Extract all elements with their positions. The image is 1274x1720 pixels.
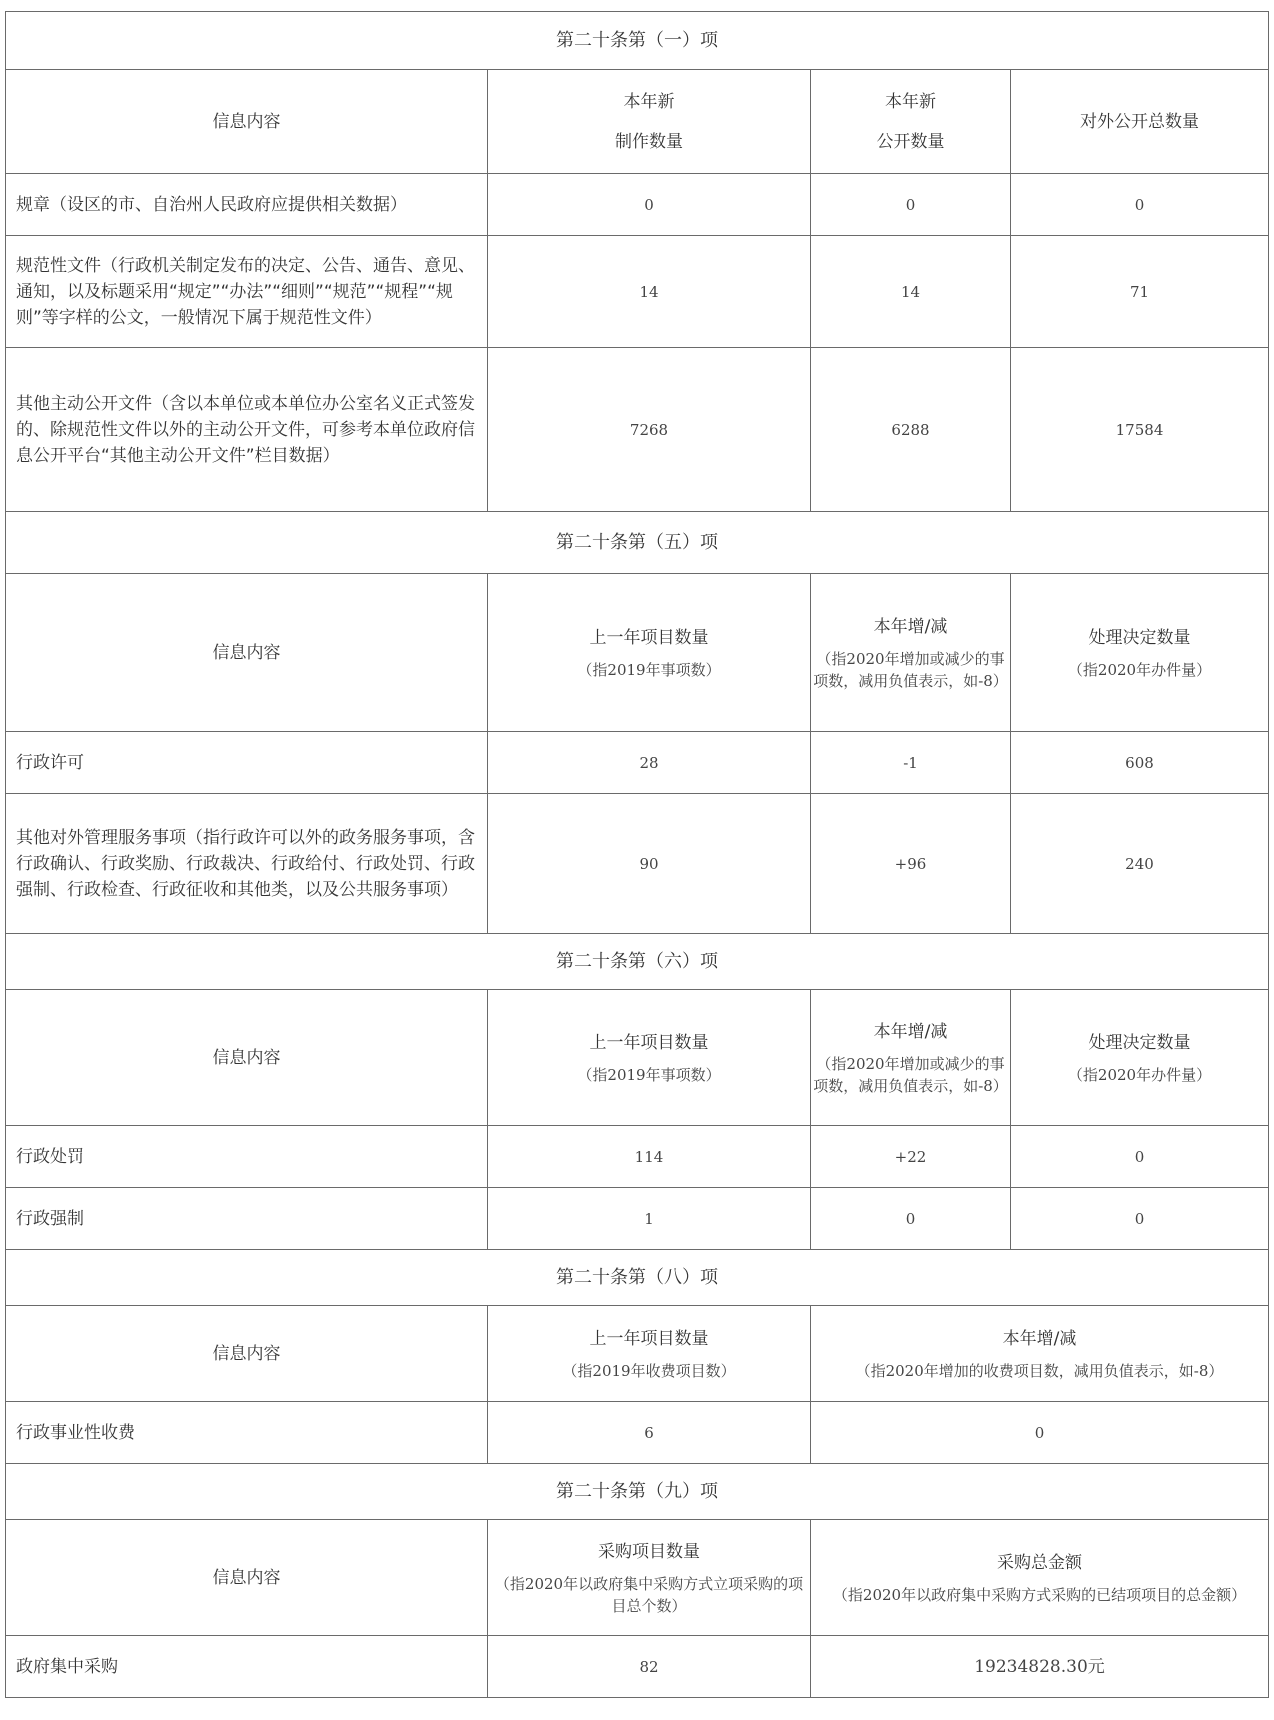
header-change-note: （指2020年增加或减少的事项数，减用负值表示，如-8） — [813, 649, 1008, 690]
row-value: 0 — [811, 1402, 1269, 1464]
header-decision-count-note: （指2020年办件量） — [1067, 1065, 1212, 1084]
header-previous-year-fee-count — [488, 1306, 811, 1402]
header-new-published-line1: 本年新 — [885, 91, 936, 112]
header-info-content: 信息内容 — [6, 70, 488, 174]
header-new-published-line2: 公开数量 — [876, 131, 945, 152]
header-previous-year-count — [488, 990, 811, 1126]
section-title: 第二十条第（六）项 — [6, 934, 1269, 990]
row-value: 28 — [488, 732, 811, 794]
row-value: 0 — [1011, 174, 1269, 236]
row-value: -1 — [811, 732, 1011, 794]
table-row — [6, 1188, 1269, 1250]
row-value: 114 — [488, 1126, 811, 1188]
table-row — [6, 732, 1269, 794]
row-value: 0 — [1011, 1188, 1269, 1250]
header-procurement-count-note: （指2020年以政府集中采购方式立项采购的项目总个数） — [494, 1574, 804, 1615]
header-change — [811, 574, 1011, 732]
table-row — [6, 348, 1269, 512]
header-fee-change — [811, 1306, 1269, 1402]
table-row — [6, 1402, 1269, 1464]
table-row — [6, 1126, 1269, 1188]
row-value: 90 — [488, 794, 811, 934]
header-previous-year-count-title: 上一年项目数量 — [589, 627, 709, 648]
row-value: 17584 — [1011, 348, 1269, 512]
header-decision-count-title: 处理决定数量 — [1088, 627, 1191, 648]
row-label: 规范性文件（行政机关制定发布的决定、公告、通告、意见、通知，以及标题采用“规定”“办法”“细则”“规范”“规程”“规则”等字样的公文，一般情况下属于规范性文件） — [6, 236, 488, 348]
column-header-row — [6, 1306, 1269, 1402]
disclosure-table — [5, 11, 1269, 1698]
row-value: 1 — [488, 1188, 811, 1250]
header-previous-year-count-note: （指2019年事项数） — [577, 1065, 721, 1084]
row-label: 政府集中采购 — [6, 1636, 488, 1698]
header-info-content: 信息内容 — [6, 1306, 488, 1402]
header-fee-change-note: （指2020年增加的收费项目数，减用负值表示，如-8） — [855, 1361, 1224, 1380]
table-row — [6, 794, 1269, 934]
row-value: 82 — [488, 1636, 811, 1698]
row-value: +96 — [811, 794, 1011, 934]
section-title: 第二十条第（一）项 — [6, 12, 1269, 70]
section-header-row — [6, 934, 1269, 990]
header-new-made-line2: 制作数量 — [615, 131, 683, 152]
header-previous-year-count-title: 上一年项目数量 — [589, 1032, 709, 1053]
row-value: 6 — [488, 1402, 811, 1464]
section-title: 第二十条第（五）项 — [6, 512, 1269, 574]
section-title: 第二十条第（九）项 — [6, 1464, 1269, 1520]
row-value: 14 — [488, 236, 811, 348]
header-fee-change-title: 本年增/减 — [1002, 1328, 1077, 1349]
section-header-row — [6, 1464, 1269, 1520]
header-procurement-total-title: 采购总金额 — [997, 1552, 1082, 1573]
row-label: 规章（设区的市、自治州人民政府应提供相关数据） — [6, 174, 488, 236]
column-header-row — [6, 574, 1269, 732]
row-value: 71 — [1011, 236, 1269, 348]
row-value: 0 — [811, 174, 1011, 236]
header-change-note: （指2020年增加或减少的事项数，减用负值表示，如-8） — [813, 1054, 1008, 1095]
row-label: 其他对外管理服务事项（指行政许可以外的政务服务事项，含行政确认、行政奖励、行政裁决、行政给付、行政处罚、行政强制、行政检查、行政征收和其他类，以及公共服务事项） — [6, 794, 488, 934]
table-row — [6, 1636, 1269, 1698]
section-header-row — [6, 512, 1269, 574]
header-previous-year-fee-count-note: （指2019年收费项目数） — [562, 1361, 736, 1380]
row-label: 行政事业性收费 — [6, 1402, 488, 1464]
section-header-row — [6, 12, 1269, 70]
section-title: 第二十条第（八）项 — [6, 1250, 1269, 1306]
header-procurement-count-title: 采购项目数量 — [598, 1541, 700, 1562]
header-decision-count-title: 处理决定数量 — [1088, 1032, 1191, 1053]
header-previous-year-count — [488, 574, 811, 732]
header-new-made — [488, 70, 811, 174]
row-value: 240 — [1011, 794, 1269, 934]
row-label: 其他主动公开文件（含以本单位或本单位办公室名义正式签发的、除规范性文件以外的主动公开文件，可参考本单位政府信息公开平台“其他主动公开文件”栏目数据） — [6, 348, 488, 512]
row-value: 0 — [488, 174, 811, 236]
header-previous-year-count-note: （指2019年事项数） — [577, 660, 721, 679]
row-value: 0 — [1011, 1126, 1269, 1188]
header-decision-count — [1011, 990, 1269, 1126]
table-row — [6, 174, 1269, 236]
header-info-content: 信息内容 — [6, 1520, 488, 1636]
header-procurement-count — [488, 1520, 811, 1636]
row-label: 行政许可 — [6, 732, 488, 794]
header-decision-count — [1011, 574, 1269, 732]
header-new-published — [811, 70, 1011, 174]
disclosure-table-wrapper — [5, 11, 1268, 1698]
header-new-made-line1: 本年新 — [623, 91, 675, 112]
header-change — [811, 990, 1011, 1126]
column-header-row — [6, 1520, 1269, 1636]
header-previous-year-fee-count-title: 上一年项目数量 — [589, 1328, 709, 1349]
header-change-title: 本年增/减 — [873, 1021, 948, 1042]
row-label: 行政处罚 — [6, 1126, 488, 1188]
header-total-published: 对外公开总数量 — [1011, 70, 1269, 174]
row-value: +22 — [811, 1126, 1011, 1188]
header-procurement-total-note: （指2020年以政府集中采购方式采购的已结项项目的总金额） — [832, 1585, 1247, 1604]
header-procurement-total — [811, 1520, 1269, 1636]
header-decision-count-note: （指2020年办件量） — [1067, 660, 1212, 679]
column-header-row — [6, 990, 1269, 1126]
row-label: 行政强制 — [6, 1188, 488, 1250]
row-value: 14 — [811, 236, 1011, 348]
header-change-title: 本年增/减 — [873, 616, 948, 637]
table-row — [6, 236, 1269, 348]
row-value: 6288 — [811, 348, 1011, 512]
row-value: 0 — [811, 1188, 1011, 1250]
row-value: 608 — [1011, 732, 1269, 794]
column-header-row — [6, 70, 1269, 174]
row-value: 7268 — [488, 348, 811, 512]
header-info-content: 信息内容 — [6, 574, 488, 732]
header-info-content: 信息内容 — [6, 990, 488, 1126]
row-value: 19234828.30元 — [811, 1636, 1269, 1698]
section-header-row — [6, 1250, 1269, 1306]
